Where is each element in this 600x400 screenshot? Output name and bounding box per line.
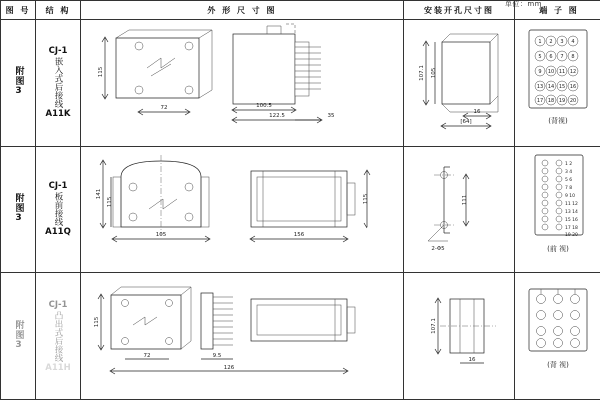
row2-terminal-caption: (前 视) xyxy=(547,244,569,253)
row2-structure xyxy=(36,146,81,273)
svg-text:1: 1 xyxy=(538,39,542,45)
table-row xyxy=(1,20,600,147)
row3-mount-dim-16: 16 xyxy=(468,357,476,364)
svg-text:9: 9 xyxy=(538,69,542,75)
header-cell-structure: 结 构 xyxy=(36,1,81,20)
row2-dim-115: 115 xyxy=(107,196,113,207)
svg-text:9 10: 9 10 xyxy=(565,193,576,199)
row1-figure-no-label: 附图3 xyxy=(13,66,24,98)
row3-terminal-diagram xyxy=(515,273,600,400)
svg-text:15: 15 xyxy=(558,84,566,90)
table-row xyxy=(1,146,600,273)
row1-figure-no xyxy=(1,20,36,147)
row3-mount-dim-107: 107.1 xyxy=(431,318,437,335)
svg-text:14: 14 xyxy=(547,84,555,90)
row3-structure-type: 凸出式后接线 xyxy=(53,310,63,362)
header-cell-no: 图 号 xyxy=(1,1,36,20)
svg-text:3: 3 xyxy=(560,39,564,45)
row1-structure-code: CJ-1 xyxy=(48,46,68,57)
row1-structure-model: A11K xyxy=(45,109,71,120)
row3-outline-drawing xyxy=(81,273,404,400)
table-row xyxy=(1,273,600,400)
row1-terminal-diagram xyxy=(515,20,600,147)
row3-figure-no-label: 附图3 xyxy=(13,319,24,351)
svg-text:1 2: 1 2 xyxy=(565,161,573,167)
svg-text:18: 18 xyxy=(547,98,555,104)
row3-dim-126: 126 xyxy=(223,365,235,372)
header-cell-outline: 外 形 尺 寸 图 xyxy=(81,1,404,20)
unit-note: 单位：mm xyxy=(504,0,542,8)
row2-structure-type: 板前接线 xyxy=(53,192,63,227)
row1-dim-115: 115 xyxy=(98,66,104,78)
svg-text:10: 10 xyxy=(547,69,555,75)
row2-outline-drawing xyxy=(81,146,404,273)
row2-figure-no-label: 附图3 xyxy=(13,192,24,224)
svg-text:8: 8 xyxy=(571,54,575,60)
row3-dim-9-5: 9.5 xyxy=(212,353,222,360)
row2-dim-115b: 115 xyxy=(363,193,369,204)
svg-text:17: 17 xyxy=(536,98,544,104)
svg-text:3 4: 3 4 xyxy=(565,169,573,175)
row2-terminal-diagram xyxy=(515,146,600,273)
row1-dim-72: 72 xyxy=(160,105,168,111)
row3-structure-code: CJ-1 xyxy=(48,299,68,310)
row1-outline-drawing xyxy=(81,20,404,147)
svg-text:15 16: 15 16 xyxy=(565,217,578,223)
svg-text:7 8: 7 8 xyxy=(565,185,573,191)
header-cell-mounting: 安装开孔尺寸图 xyxy=(404,1,515,20)
svg-text:13: 13 xyxy=(536,84,544,90)
row1-dim-35: 35 xyxy=(327,113,335,119)
svg-text:16: 16 xyxy=(569,84,577,90)
row3-structure-model: A11H xyxy=(45,362,71,373)
svg-text:5 6: 5 6 xyxy=(565,177,573,183)
svg-text:19: 19 xyxy=(558,98,566,104)
row1-mount-dim-64: [64] xyxy=(460,119,472,125)
svg-text:20: 20 xyxy=(569,98,577,104)
svg-text:19 20: 19 20 xyxy=(565,232,578,238)
svg-text:6: 6 xyxy=(549,54,553,60)
row1-structure-type: 嵌入式后接线 xyxy=(53,57,63,109)
row2-dim-105: 105 xyxy=(155,231,167,238)
svg-text:2: 2 xyxy=(549,39,553,45)
svg-text:5: 5 xyxy=(538,54,542,60)
row2-figure-no xyxy=(1,146,36,273)
row1-mount-dim-107: 107.1 xyxy=(419,65,425,81)
row3-mounting-drawing xyxy=(404,273,515,400)
row3-dim-115: 115 xyxy=(94,317,100,328)
row2-structure-model: A11Q xyxy=(45,227,71,238)
header-cell-terminal: 端 子 图 xyxy=(515,1,600,20)
row3-figure-no xyxy=(1,273,36,400)
row3-structure xyxy=(36,273,81,400)
row2-mount-dim-111: 111 xyxy=(462,194,468,205)
row1-dim-100-5: 100.5 xyxy=(256,103,272,109)
row2-mount-dim-hole: 2-Φ5 xyxy=(431,245,445,252)
row2-dim-141: 141 xyxy=(96,188,102,199)
svg-text:4: 4 xyxy=(571,39,575,45)
svg-text:17 18: 17 18 xyxy=(565,225,578,231)
svg-text:13 14: 13 14 xyxy=(565,209,578,215)
row1-mounting-drawing xyxy=(404,20,515,147)
row1-mount-dim-16: 16 xyxy=(473,109,481,115)
svg-text:12: 12 xyxy=(569,69,577,75)
row2-mounting-drawing xyxy=(404,146,515,273)
row3-dim-72: 72 xyxy=(143,353,151,360)
row1-structure xyxy=(36,20,81,147)
row2-dim-156: 156 xyxy=(293,231,305,238)
row2-structure-code: CJ-1 xyxy=(48,181,68,192)
svg-text:7: 7 xyxy=(560,54,564,60)
svg-text:11 12: 11 12 xyxy=(565,201,578,207)
row1-terminal-caption: (背视) xyxy=(548,117,568,125)
svg-text:11: 11 xyxy=(558,69,566,75)
row3-terminal-caption: (背 视) xyxy=(547,361,569,370)
row1-mount-dim-105: 105 xyxy=(431,67,437,79)
row1-dim-122-5: 122.5 xyxy=(269,113,285,119)
